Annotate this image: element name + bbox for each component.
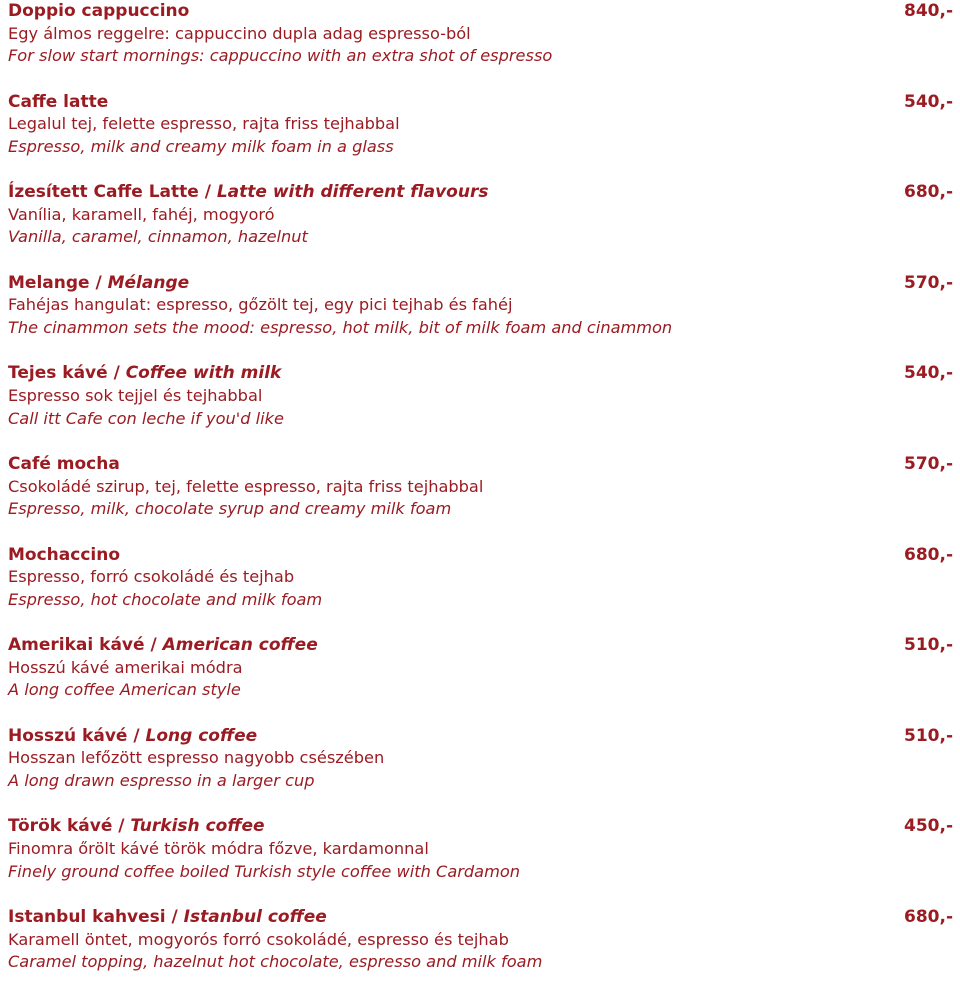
item-price: 570,- [904,272,953,293]
item-description-hu: Finomra őrölt kávé török módra főzve, kardamonnal [8,838,429,858]
item-name-en: Latte with different flavours [216,182,489,203]
menu-item-turkish-coffee [8,815,953,906]
item-name-hu: Caffe latte [8,91,109,112]
item-description-hu: Karamell öntet, mogyorós forró csokoládé, espresso és tejhab [8,929,509,949]
item-price: 510,- [904,725,953,746]
item-description-en: For slow start mornings: cappuccino with an extra shot of espresso [8,46,553,66]
item-name-hu: Café mocha [8,453,120,474]
menu-item-istanbul-coffee [8,906,953,997]
item-name-hu: Török kávé / [8,816,131,837]
menu-item-flavoured-latte [8,181,953,272]
item-heading [8,181,953,204]
item-heading [8,725,953,748]
menu-item-cafe-mocha [8,453,953,544]
item-heading [8,634,953,657]
menu-item-melange [8,272,953,363]
item-price: 450,- [904,816,953,837]
item-name-hu: Melange / [8,272,108,293]
menu-item-long-coffee [8,725,953,816]
item-name-hu: Amerikai kávé / [8,635,163,656]
item-description-hu: Egy álmos reggelre: cappuccino dupla adag espresso-ból [8,23,471,43]
item-name-en: Turkish coffee [130,816,265,837]
menu-item-coffee-with-milk [8,362,953,453]
item-price: 510,- [904,635,953,656]
item-description-en: Finely ground coffee boiled Turkish style coffee with Cardamon [8,861,521,881]
item-heading [8,906,953,929]
item-description-en: A long coffee American style [8,680,241,700]
item-description-hu: Fahéjas hangulat: espresso, gőzölt tej, egy pici tejhab és fahéj [8,295,513,315]
item-price: 540,- [904,91,953,112]
item-description-hu: Legalul tej, felette espresso, rajta friss tejhabbal [8,114,400,134]
item-price: 840,- [904,1,953,21]
item-name-hu: Mochaccino [8,544,121,565]
item-description-hu: Hosszú kávé amerikai módra [8,657,243,677]
item-heading [8,362,953,385]
item-name-hu: Hosszú kávé / [8,725,146,746]
item-name-en: Coffee with milk [125,363,282,384]
item-description-hu: Espresso sok tejjel és tejhabbal [8,385,263,405]
item-description-en: Espresso, hot chocolate and milk foam [8,589,323,609]
item-description-en: Espresso, milk and creamy milk foam in a glass [8,136,394,156]
item-name-en: Istanbul coffee [183,906,327,927]
item-description-en: Espresso, milk, chocolate syrup and creamy milk foam [8,499,452,519]
item-heading [8,272,953,295]
menu-item-caffe-latte [8,91,953,182]
item-price: 680,- [904,906,953,927]
coffee-menu [8,0,953,997]
item-name-en: Long coffee [145,725,258,746]
item-heading [8,91,953,114]
item-heading [8,815,953,838]
item-price: 570,- [904,453,953,474]
item-description-hu: Espresso, forró csokoládé és tejhab [8,567,295,587]
item-description-hu: Hosszan lefőzött espresso nagyobb csészében [8,748,385,768]
menu-item-american-coffee [8,634,953,725]
item-heading [8,544,953,567]
menu-item-doppio-cappuccino [8,0,953,91]
item-description-en: Call itt Cafe con leche if you'd like [8,408,284,428]
item-description-en: Vanilla, caramel, cinnamon, hazelnut [8,227,308,247]
item-name-hu: Ízesített Caffe Latte / [8,182,217,203]
menu-item-mochaccino [8,544,953,635]
item-heading [8,0,953,23]
item-heading [8,453,953,476]
item-name-en: American coffee [162,635,318,656]
item-description-hu: Csokoládé szirup, tej, felette espresso, rajta friss tejhabbal [8,476,484,496]
item-name-en: Mélange [107,272,190,293]
item-description-en: Caramel topping, hazelnut hot chocolate, espresso and milk foam [8,952,543,972]
item-price: 680,- [904,182,953,203]
item-price: 680,- [904,544,953,565]
item-description-en: The cinammon sets the mood: espresso, hot milk, bit of milk foam and cinammon [8,317,673,337]
item-name-hu: Istanbul kahvesi / [8,906,184,927]
item-name-hu: Tejes kávé / [8,363,126,384]
item-description-en: A long drawn espresso in a larger cup [8,770,315,790]
item-description-hu: Vanília, karamell, fahéj, mogyoró [8,204,275,224]
item-name-hu: Doppio cappuccino [8,1,190,21]
item-price: 540,- [904,363,953,384]
